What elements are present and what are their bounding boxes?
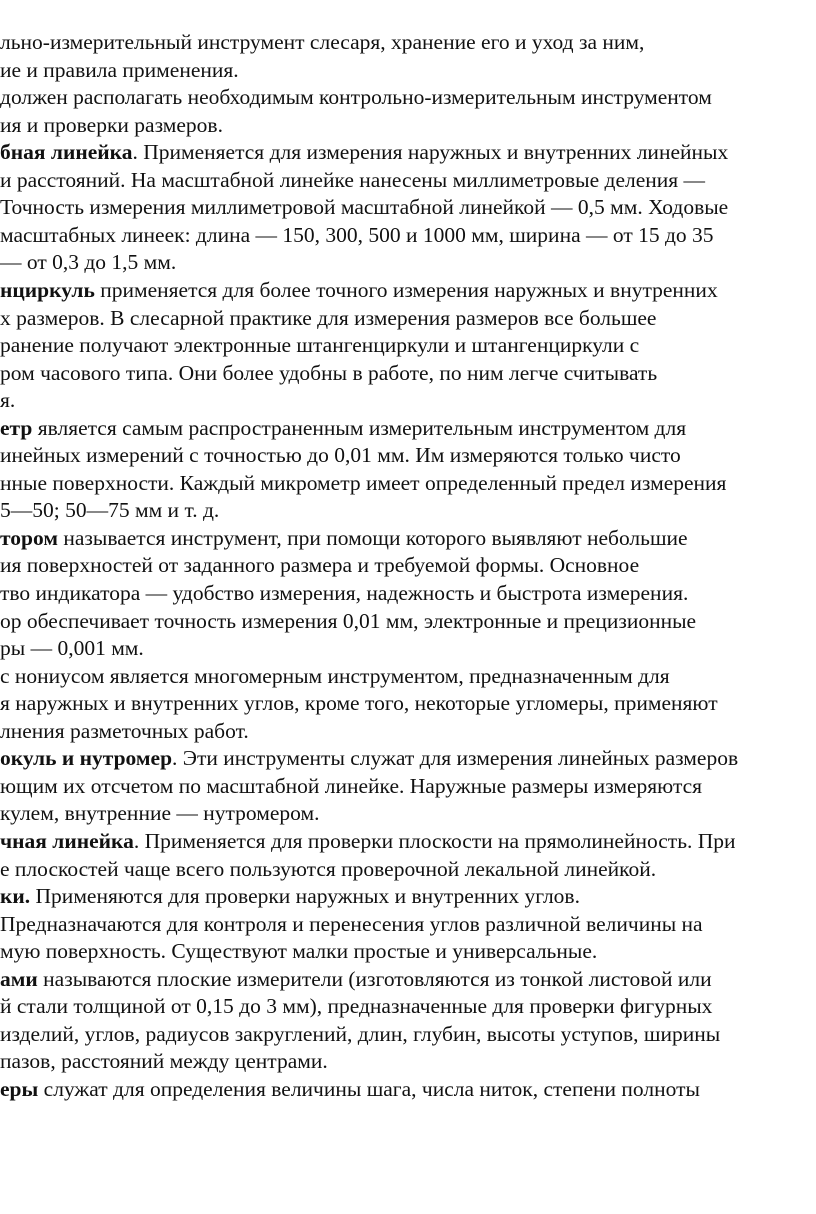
text-line	[0, 882, 580, 910]
bold-term: нциркуль	[0, 278, 95, 302]
text-line	[0, 276, 718, 304]
text-line	[0, 910, 703, 938]
text-span: ющим их отсчетом по масштабной линейке. Наружные размеры измеряются	[0, 774, 703, 798]
text-line	[0, 744, 738, 772]
text-span: х размеров. В слесарной практике для измерения размеров все большее	[0, 306, 657, 330]
text-span: е плоскостей чаще всего пользуются проверочной лекальной линейкой.	[0, 857, 657, 881]
text-line	[0, 441, 681, 469]
text-line	[0, 193, 728, 221]
text-span: и расстояний. На масштабной линейке нанесены миллиметровые деления —	[0, 168, 706, 192]
text-span: льно-измерительный инструмент слесаря, хранение его и уход за ним,	[0, 30, 645, 54]
text-line	[0, 965, 712, 993]
text-span: служат для определения величины шага, числа ниток, степени полноты	[38, 1077, 700, 1101]
text-span: ор обеспечивает точность измерения 0,01 мм, электронные и прецизионные	[0, 609, 697, 633]
text-span: мую поверхность. Существуют малки простые и универсальные.	[0, 939, 598, 963]
text-span: ранение получают электронные штангенциркули и штангенциркули с	[0, 333, 640, 357]
text-line	[0, 469, 726, 497]
text-span: тво индикатора — удобство измерения, надежность и быстрота измерения.	[0, 581, 689, 605]
bold-term: чная линейка	[0, 829, 134, 853]
text-span: ия поверхностей от заданного размера и требуемой формы. Основное	[0, 553, 640, 577]
text-span: ие и правила применения.	[0, 58, 239, 82]
text-line	[0, 799, 319, 827]
text-line	[0, 304, 656, 332]
text-span: пазов, расстояний между центрами.	[0, 1049, 328, 1073]
text-line	[0, 331, 639, 359]
text-line	[0, 772, 702, 800]
text-line	[0, 83, 712, 111]
text-line	[0, 607, 696, 635]
text-span: ия и проверки размеров.	[0, 113, 223, 137]
text-span: . Эти инструменты служат для измерения линейных размеров	[172, 746, 739, 770]
text-span: Точность измерения миллиметровой масштабной линейкой — 0,5 мм. Ходовые	[0, 195, 729, 219]
text-span: называется инструмент, при помощи которого выявляют небольшие	[57, 526, 688, 550]
text-line	[0, 1047, 328, 1075]
text-span: . Применяется для проверки плоскости на прямолинейность. При	[133, 829, 736, 853]
text-span: 5—50; 50—75 мм и т. д.	[0, 498, 220, 522]
text-line	[0, 1075, 700, 1103]
text-line	[0, 1020, 720, 1048]
text-line	[0, 111, 223, 139]
text-span: ром часового типа. Они более удобны в работе, по ним легче считывать	[0, 361, 658, 385]
text-span: й стали толщиной от 0,15 до 3 мм), предназначенные для проверки фигурных	[0, 994, 713, 1018]
text-span: инейных измерений с точностью до 0,01 мм. Им измеряются только чисто	[0, 443, 681, 467]
text-line	[0, 717, 249, 745]
bold-term: ки.	[0, 884, 31, 908]
bold-term: окуль и нутромер	[0, 746, 173, 770]
text-line	[0, 524, 688, 552]
text-line	[0, 689, 718, 717]
text-span: — от 0,3 до 1,5 мм.	[0, 250, 177, 274]
text-line	[0, 138, 728, 166]
text-line	[0, 414, 686, 442]
bold-term: ами	[0, 967, 38, 991]
text-line	[0, 386, 15, 414]
text-span: применяется для более точного измерения наружных и внутренних	[94, 278, 718, 302]
text-line	[0, 359, 657, 387]
text-line	[0, 248, 176, 276]
bold-term: етр	[0, 416, 33, 440]
text-line	[0, 496, 219, 524]
text-line	[0, 634, 144, 662]
text-span: Предназначаются для контроля и перенесения углов различной величины на	[0, 912, 703, 936]
bold-term: бная линейка	[0, 140, 133, 164]
text-line	[0, 221, 714, 249]
bold-term: еры	[0, 1077, 39, 1101]
text-line	[0, 992, 712, 1020]
bold-term: тором	[0, 526, 58, 550]
text-span: я.	[0, 388, 16, 412]
text-line	[0, 28, 644, 56]
text-span: должен располагать необходимым контрольно-измерительным инструментом	[0, 85, 712, 109]
text-span: . Применяется для измерения наружных и внутренних линейных	[132, 140, 729, 164]
text-line	[0, 855, 656, 883]
text-span: масштабных линеек: длина — 150, 300, 500 и 1000 мм, ширина — от 15 до 35	[0, 223, 714, 247]
text-line	[0, 56, 239, 84]
text-line	[0, 937, 597, 965]
text-span: с нониусом является многомерным инструментом, предназначенным для	[0, 664, 670, 688]
text-line	[0, 579, 688, 607]
text-line	[0, 662, 670, 690]
text-span: ры — 0,001 мм.	[0, 636, 144, 660]
text-span: называются плоские измерители (изготовляются из тонкой листовой или	[37, 967, 712, 991]
text-span: я наружных и внутренних углов, кроме того, некоторые угломеры, применяют	[0, 691, 718, 715]
text-span: лнения разметочных работ.	[0, 719, 249, 743]
text-line	[0, 166, 705, 194]
text-span: является самым распространенным измерительным инструментом для	[32, 416, 687, 440]
text-span: кулем, внутренние — нутромером.	[0, 801, 320, 825]
text-line	[0, 827, 736, 855]
text-span: нные поверхности. Каждый микрометр имеет определенный предел измерения	[0, 471, 727, 495]
text-span: изделий, углов, радиусов закруглений, длин, глубин, высоты уступов, ширины	[0, 1022, 721, 1046]
text-line	[0, 551, 639, 579]
text-span: Применяются для проверки наружных и внутренних углов.	[30, 884, 580, 908]
